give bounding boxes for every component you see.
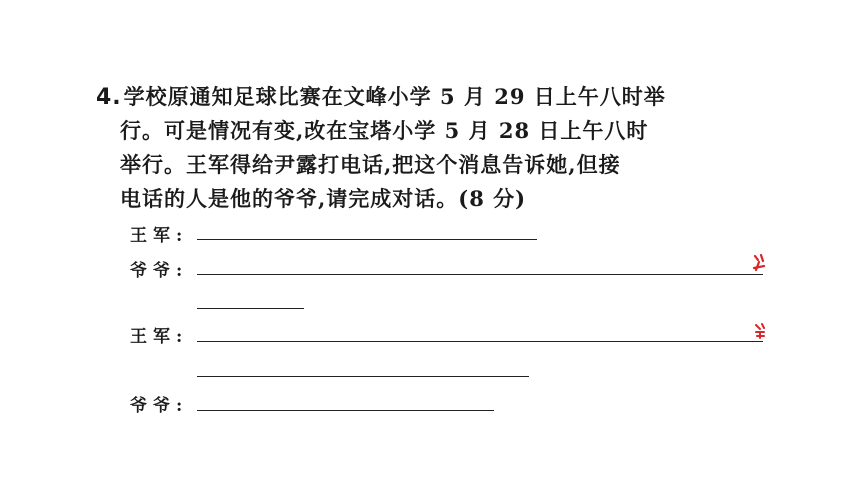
speaker-colon: : (176, 327, 183, 347)
margin-mark-icon (754, 322, 766, 340)
question-line-1 (96, 80, 666, 115)
answer-blank-2a[interactable] (197, 274, 763, 275)
question-text-line: 电话的人是他的爷爷,请完成对话。(8 分) (120, 186, 527, 211)
speaker-colon: : (176, 226, 183, 246)
margin-mark-icon (752, 254, 766, 272)
dialogue-speaker-1 (130, 221, 182, 246)
answer-blank-1[interactable] (197, 239, 537, 240)
answer-blank-3b[interactable] (197, 376, 529, 377)
speaker-name: 爷爷 (130, 396, 176, 416)
question-text-line: 举行。王军得给尹露打电话,把这个消息告诉她,但接 (120, 152, 621, 177)
speaker-name: 爷爷 (130, 261, 176, 281)
margin-mark-stroke (756, 324, 764, 338)
dialogue-speaker-4 (130, 391, 182, 416)
question-text-line: 行。可是情况有变,改在宝塔小学 5 月 28 日上午八时 (120, 118, 649, 143)
speaker-name: 王军 (130, 226, 176, 246)
speaker-colon: : (176, 261, 183, 281)
question-line-4 (120, 182, 526, 216)
speaker-name: 王军 (130, 327, 176, 347)
answer-blank-4[interactable] (197, 410, 494, 411)
question-line-3 (120, 148, 621, 182)
dialogue-speaker-2 (130, 256, 182, 281)
speaker-colon: : (176, 396, 183, 416)
question-text-line: 学校原通知足球比赛在文峰小学 5 月 29 日上午八时举 (123, 84, 666, 109)
question-number: 4. (96, 85, 122, 110)
question-line-2 (120, 114, 648, 148)
answer-blank-3a[interactable] (197, 341, 763, 342)
margin-mark-stroke (754, 255, 764, 270)
dialogue-speaker-3 (130, 322, 182, 347)
answer-blank-2b[interactable] (197, 308, 304, 309)
